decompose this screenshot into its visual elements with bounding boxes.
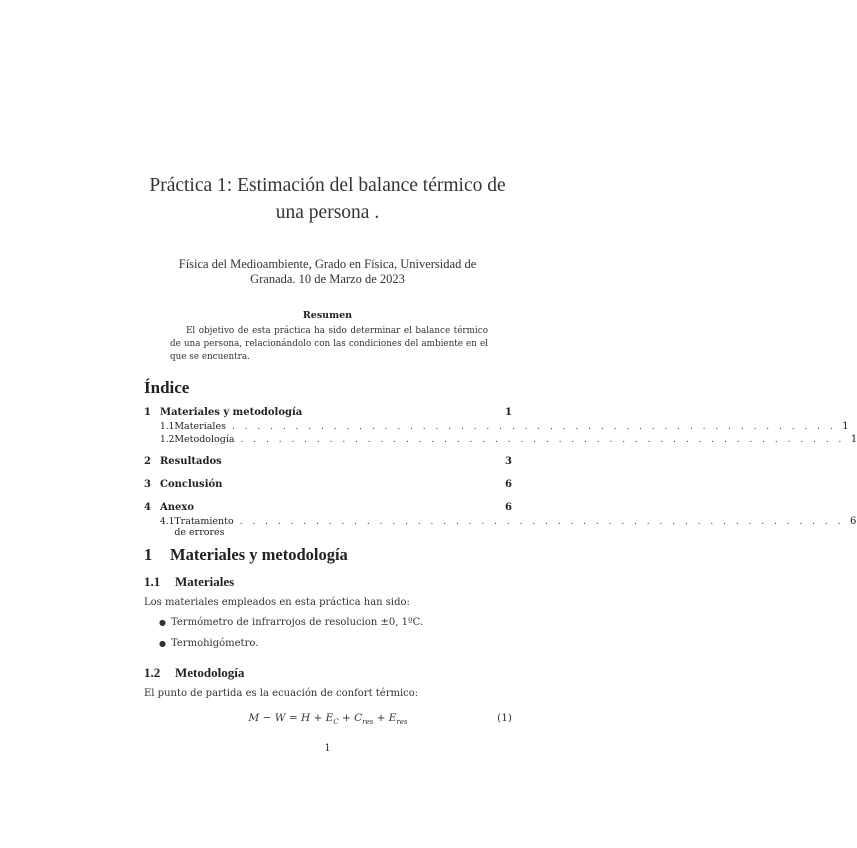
page-number: 1 [324,743,331,754]
toc-leader-dots: . . . . . . . . . . . . . . . . . . . . . . . . . . . . . . . . . . . . . . . . . . . . . . . . [240,435,845,445]
toc-entry[interactable] [144,456,512,470]
affiliation-line-1: Física del Medioambiente, Grado en Física, Universidad de [178,257,477,271]
list-item-text: Termómetro de infrarrojos de resolucion ±0, 1ºC. [171,617,424,628]
toc-number: 2 [144,456,151,467]
toc-label: Resultados [160,456,222,467]
subsection-heading [144,574,234,590]
toc-label: Metodología [174,434,235,445]
toc-page: 1 [850,434,857,445]
toc-number: 4 [144,502,151,513]
subsection-heading [144,665,244,681]
toc-label: Materiales [174,421,226,432]
title-line-2: una persona . [275,202,380,223]
list-item [159,638,258,649]
equation-text: $M - W = H + E_C + C_{res} + E_{res}$ [248,712,408,727]
toc-number: 4.1 [160,517,175,527]
toc-entry[interactable] [144,479,512,493]
toc-page: 6 [505,479,512,490]
author-affiliation [150,257,505,287]
toc-label: Conclusión [160,479,223,490]
list-item [159,617,423,628]
bullet-icon: ● [159,618,166,627]
toc-page: 6 [849,516,857,527]
affiliation-line-2: Granada. 10 de Marzo de 2023 [250,272,405,286]
toc-label: Tratamiento de errores [174,516,234,538]
subsection-title: Materiales [175,574,235,589]
toc-page: 1 [842,421,849,432]
toc-entry[interactable] [144,434,857,448]
section-heading [144,545,348,565]
equation-block [144,712,512,728]
materials-intro: Los materiales empleados en esta práctica han sido: [144,597,410,608]
toc-entry[interactable] [144,407,512,421]
toc-heading: Índice [144,378,190,397]
toc-leader-dots: . . . . . . . . . . . . . . . . . . . . . . . . . . . . . . . . . . . . . . . . . . . . . . . . [239,517,844,527]
title-line-1: Práctica 1: Estimación del balance térmico de [149,175,506,196]
toc-label: Materiales y metodología [160,407,303,418]
abstract-text: El objetivo de esta práctica ha sido determinar el balance térmico de una persona, relacionándolo con las condiciones del ambiente en el que se encuentra. [170,326,488,362]
subsection-number: 1.1 [144,574,161,589]
toc-leader-dots: . . . . . . . . . . . . . . . . . . . . . . . . . . . . . . . . . . . . . . . . . . . . . . . . [231,422,837,432]
bullet-icon: ● [159,639,166,648]
toc-number: 3 [144,479,151,490]
toc-page: 1 [505,407,512,418]
toc-label: Anexo [160,502,195,513]
methodology-intro: El punto de partida es la ecuación de confort térmico: [144,688,419,699]
paper-title [140,172,515,226]
toc-page: 6 [505,502,512,513]
toc-entry[interactable] [144,502,512,516]
toc-number: 1.1 [160,422,175,432]
toc-entry[interactable] [144,516,857,538]
equation-number: (1) [497,712,512,724]
section-title: Materiales y metodología [170,545,348,564]
section-number: 1 [144,545,153,564]
toc-number: 1 [144,407,151,418]
list-item-text: Termohigómetro. [171,638,259,649]
abstract-title: Resumen [302,310,353,321]
subsection-title: Metodología [175,665,245,680]
subsection-number: 1.2 [144,665,161,680]
toc-number: 1.2 [160,435,175,445]
toc-entry[interactable] [144,421,849,435]
toc-page: 3 [505,456,512,467]
